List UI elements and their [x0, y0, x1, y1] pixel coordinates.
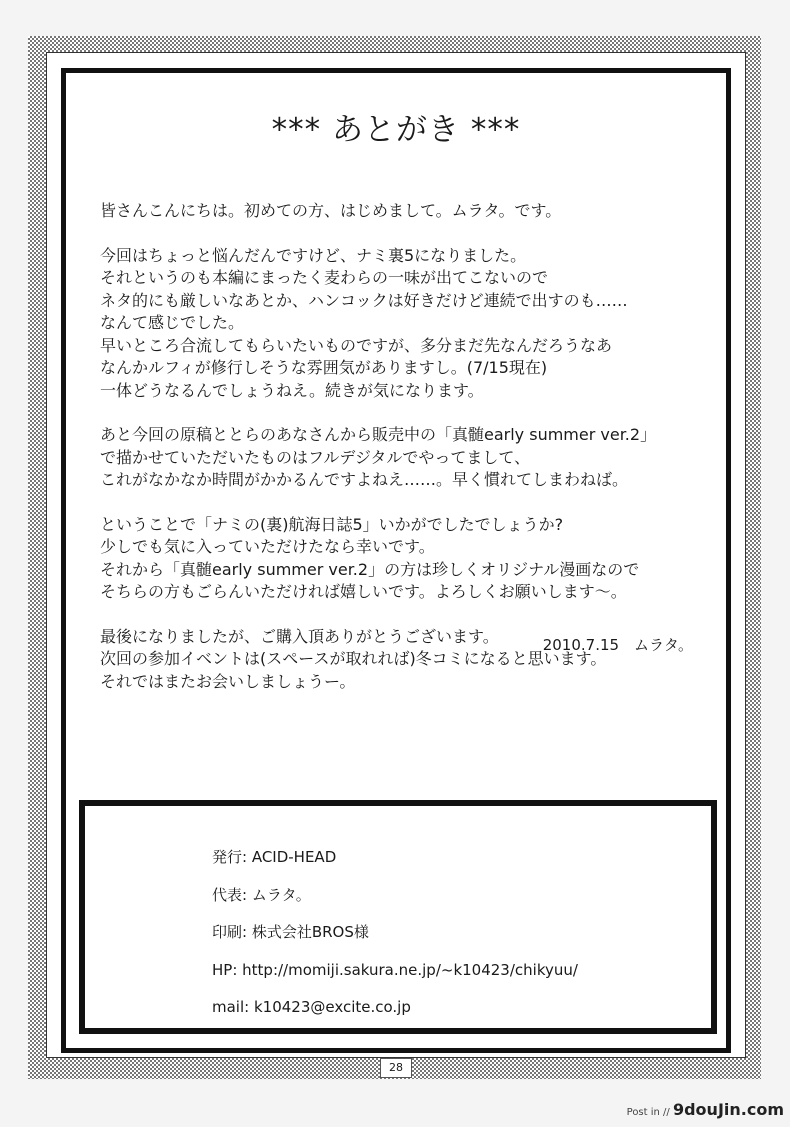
- paragraph-greeting: [100, 200, 720, 223]
- publisher: 発行: ACID-HEAD: [212, 848, 337, 866]
- page-title: *** あとがき ***: [271, 112, 521, 148]
- text-line: ということで「ナミの(裏)航海日誌5」いかがでしたでしょうか?: [100, 514, 564, 534]
- text-line: 少しでも気に入っていただけたなら幸いです。: [100, 537, 435, 556]
- colophon: [212, 848, 578, 1036]
- watermark: [627, 1100, 784, 1119]
- paragraph-thanks-works: [100, 514, 720, 604]
- text-line: 最後になりましたが、ご購入頂ありがとうございます。: [100, 626, 499, 646]
- text-line: それというのも本編にまったく麦わらの一味が出てこないので: [100, 268, 549, 287]
- homepage-url: HP: http://momiji.sakura.ne.jp/~k10423/chikyuu/: [212, 960, 578, 979]
- text-line: 皆さんこんにちは。初めての方、はじめまして。ムラタ。です。: [100, 201, 562, 220]
- text-line: それから「真髄early summer ver.2」の方は珍しくオリジナル漫画なので: [100, 559, 640, 579]
- paragraph-topic: [100, 245, 720, 403]
- text-line: なんかルフィが修行しそうな雰囲気がありますし。(7/15現在): [100, 358, 548, 377]
- watermark-brand: 9douJin.com: [672, 1100, 784, 1119]
- page-number: 28: [380, 1058, 412, 1078]
- text-line: そちらの方もごらんいただければ嬉しいです。よろしくお願いします～。: [100, 582, 627, 601]
- signature: 2010.7.15 ムラタ。: [542, 636, 693, 654]
- text-line: それではまたお会いしましょうー。: [100, 671, 356, 691]
- text-line: で描かせていただいたものはフルデジタルでやってまして、: [100, 447, 531, 467]
- text-line: ネタ的にも厳しいなあとか、ハンコックは好きだけど連続で出すのも……: [100, 290, 628, 310]
- text-line: これがなかなか時間がかかるんですよねえ……。早く慣れてしまわねば。: [100, 470, 629, 489]
- printer: 印刷: 株式会社BROS様: [212, 923, 369, 941]
- text-line: あと今回の原稿ととらのあなさんから販売中の「真髄early summer ver.2」: [100, 425, 657, 444]
- text-line: 早いところ合流してもらいたいものですが、多分まだ先なんだろうなあ: [100, 335, 613, 355]
- text-line: なんて感じでした。: [100, 313, 245, 332]
- text-line: 今回はちょっと悩んだんですけど、ナミ裏5になりました。: [100, 245, 527, 265]
- text-line: 次回の参加イベントは(スペースが取れれば)冬コミになると思います。: [100, 649, 607, 668]
- representative: 代表: ムラタ。: [212, 885, 311, 904]
- text-line: 一体どうなるんでしょうねえ。続きが気になります。: [100, 380, 484, 400]
- watermark-prefix: Post in //: [626, 1107, 670, 1118]
- mail-address: mail: k10423@excite.co.jp: [212, 998, 411, 1016]
- paragraph-digital: [100, 424, 720, 492]
